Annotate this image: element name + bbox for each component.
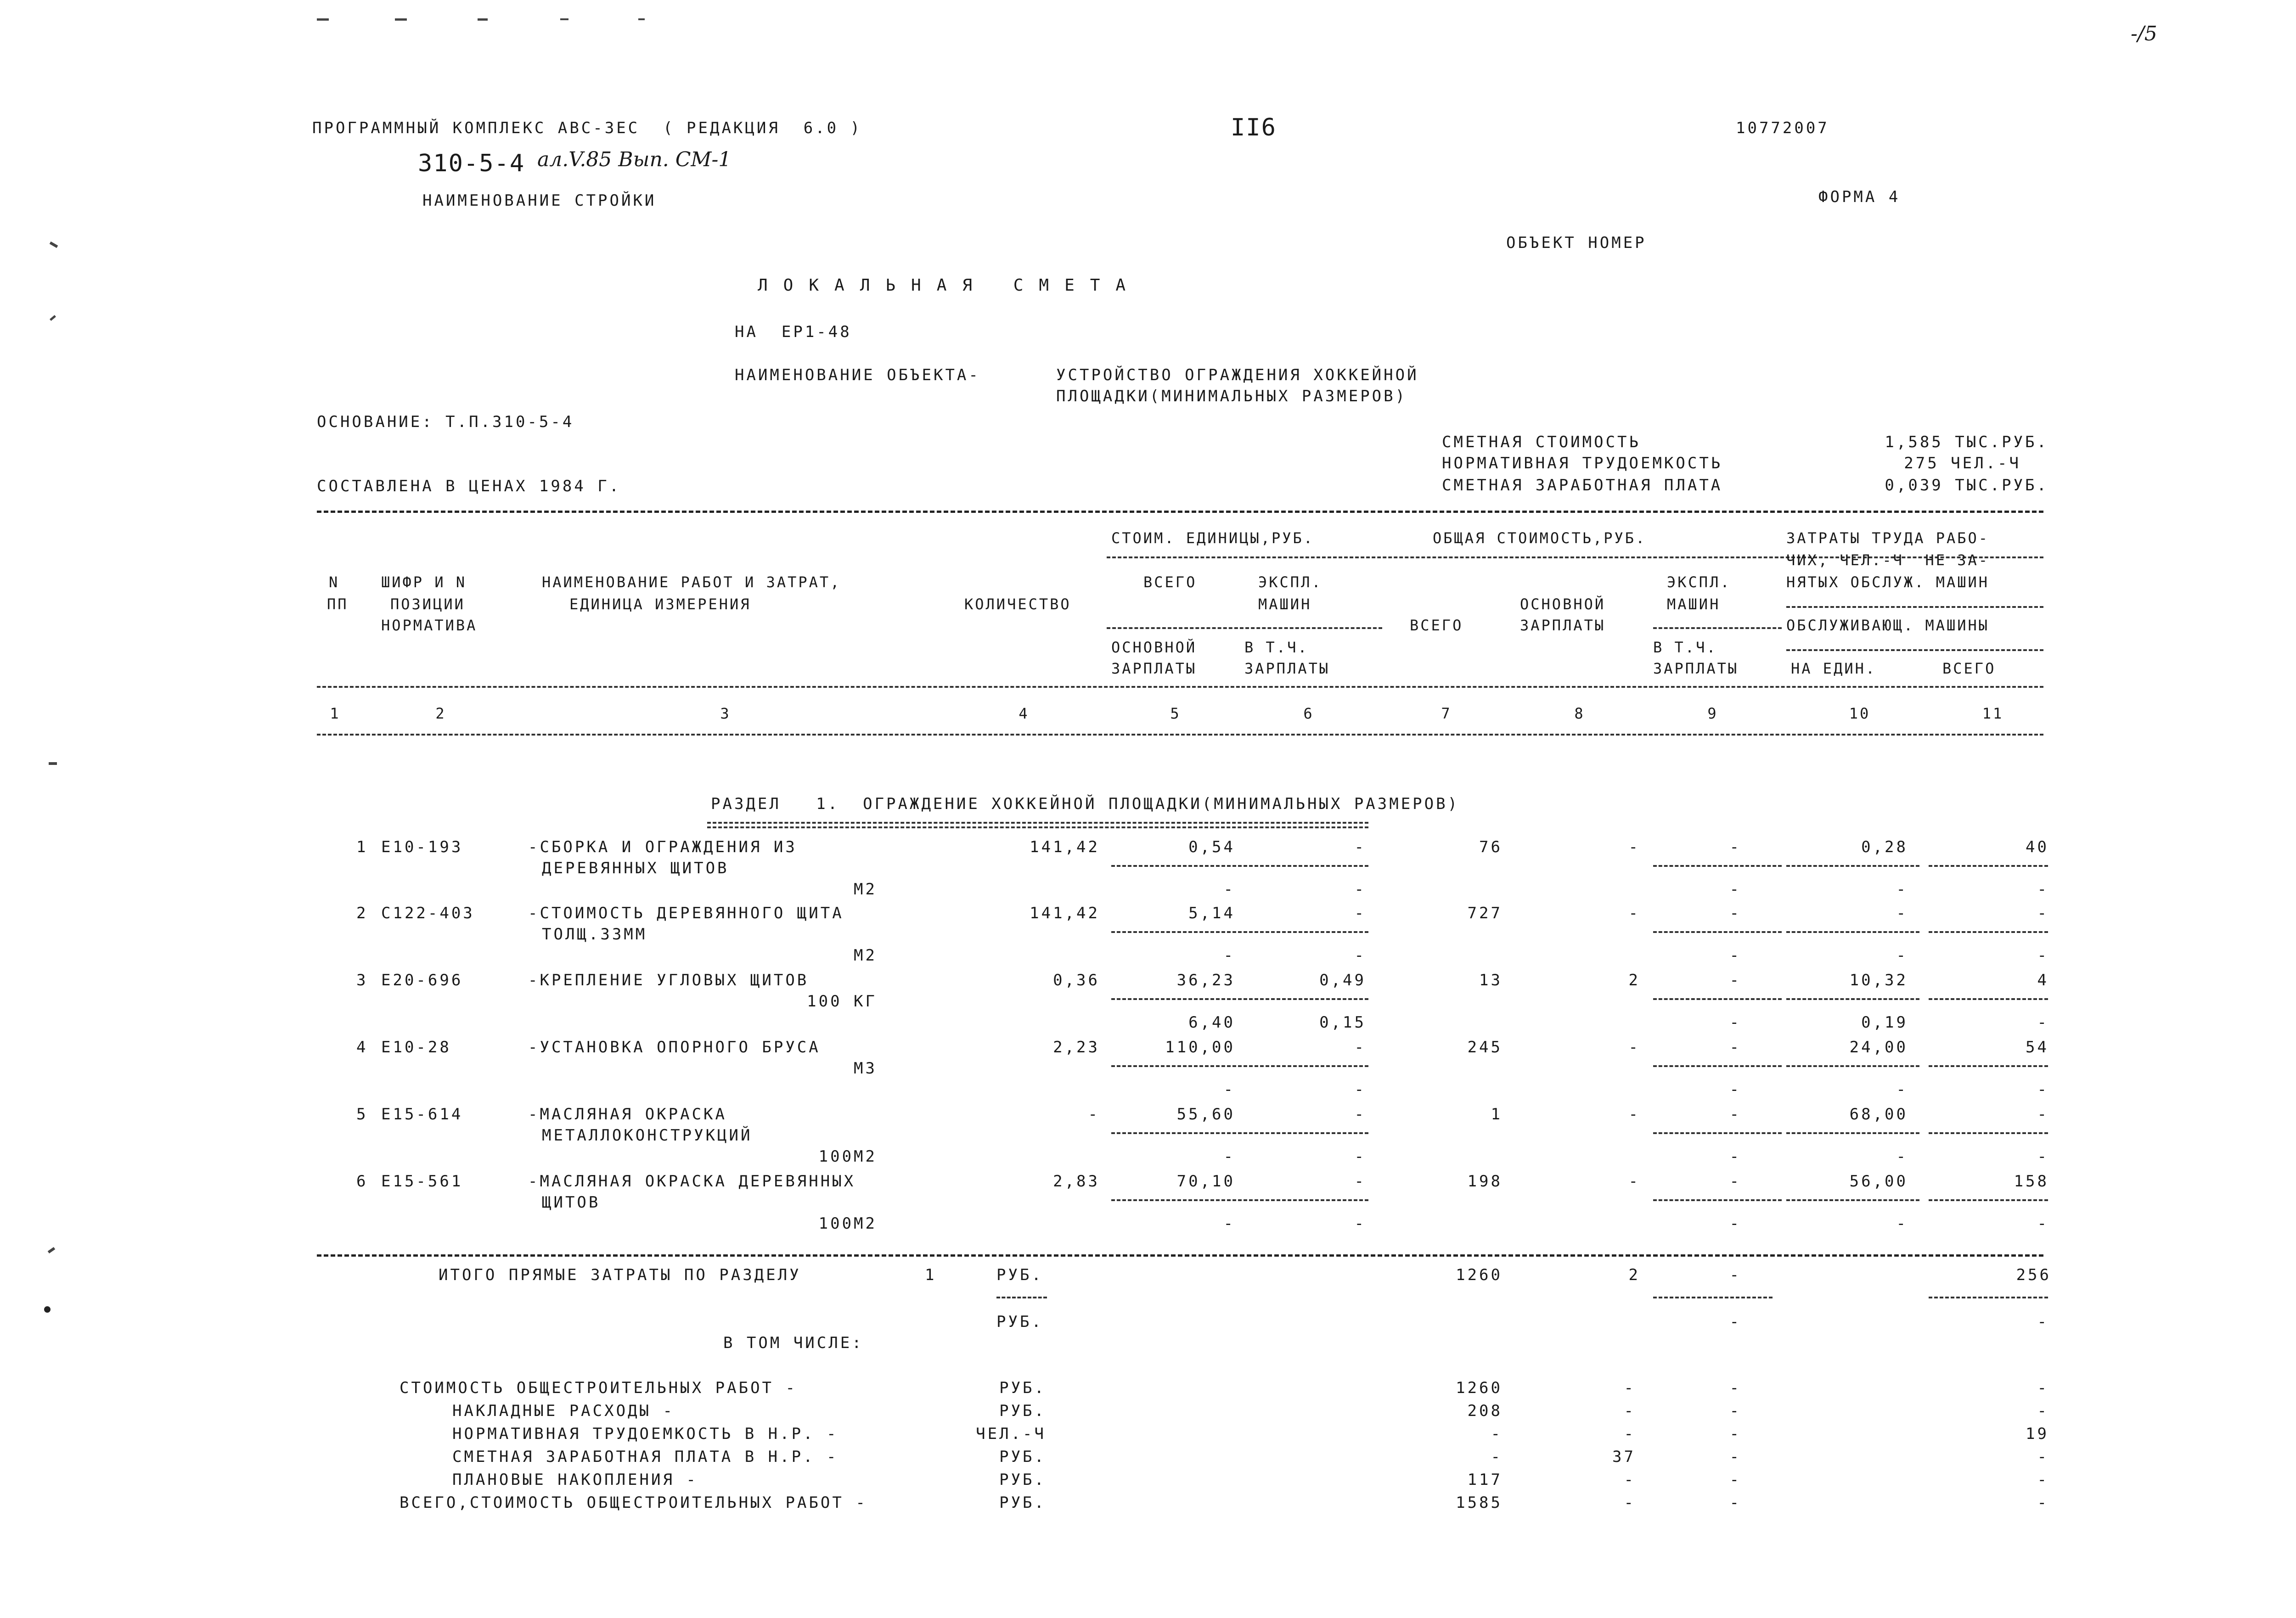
row-unit: М2 (854, 880, 877, 899)
col-number: 11 (1982, 705, 2004, 722)
labor-header: ЗАТРАТЫ ТРУДА РАБО- (1786, 529, 1990, 547)
cell-divider (1111, 865, 1368, 867)
corner-note: -/5 (2131, 22, 2157, 45)
cell-divider (1653, 931, 1782, 933)
cell-divider (1111, 931, 1368, 933)
row-labor-total-sub: - (2037, 946, 2049, 965)
row-unit: М3 (854, 1059, 877, 1078)
row-name: -МАСЛЯНАЯ ОКРАСКА ДЕРЕВЯННЫХ (528, 1172, 856, 1191)
row-machine-cost: - (1354, 1038, 1366, 1056)
unit-cost-header: СТОИМ. ЕДИНИЦЫ,РУБ. (1111, 529, 1315, 547)
row-base-wage: - (1628, 1105, 1640, 1124)
price-base: СОСТАВЛЕНА В ЦЕНАХ 1984 Г. (317, 477, 621, 495)
col4-header: КОЛИЧЕСТВО (964, 596, 1071, 613)
object-name-line2: ПЛОЩАДКИ(МИНИМАЛЬНЫХ РАЗМЕРОВ) (1056, 387, 1407, 405)
totals-subrule (1653, 1297, 1773, 1298)
row-machine-cost: 0,49 (1319, 971, 1366, 989)
col2-header: ШИФР И N (381, 573, 467, 591)
row-code: Е10-28 (381, 1038, 451, 1056)
col5-header: ВСЕГО (1143, 573, 1197, 591)
row-machine-wage: - (1354, 880, 1366, 899)
totals-section-number: 1 (925, 1266, 937, 1284)
breakdown-machine: - (1729, 1379, 1741, 1397)
margin-tick (49, 762, 57, 765)
col-number: 4 (1019, 705, 1030, 722)
col1-header: ПП (327, 596, 349, 613)
cell-divider (1653, 1065, 1782, 1067)
breakdown-labor: - (2037, 1402, 2049, 1420)
col6-header: МАШИН (1258, 596, 1312, 613)
row-machine-wage-total: - (1729, 880, 1741, 899)
row-machine-total: - (1729, 1038, 1741, 1056)
col6-header: ЭКСПЛ. (1258, 573, 1322, 591)
row-unit-wage: 6,40 (1188, 1013, 1235, 1032)
row-machine-wage-total: - (1729, 1080, 1741, 1099)
col5-header: ЗАРПЛАТЫ (1111, 660, 1197, 677)
row-number: 6 (356, 1172, 368, 1191)
breakdown-machine: - (1729, 1494, 1741, 1512)
col9-header: МАШИН (1667, 596, 1721, 613)
cell-divider (1786, 931, 1919, 933)
totals-rule (317, 1254, 2043, 1257)
labor-header: ЧИХ, ЧЕЛ.-Ч НЕ ЗА- (1786, 551, 1990, 569)
breakdown-machine: - (1729, 1425, 1741, 1443)
col-number: 5 (1170, 705, 1181, 722)
row-number: 1 (356, 838, 368, 856)
row-name: -УСТАНОВКА ОПОРНОГО БРУСА (528, 1038, 821, 1056)
object-number-label: ОБЪЕКТ НОМЕР (1506, 234, 1647, 252)
row-quantity: 2,23 (1053, 1038, 1100, 1056)
row-labor-unit: 0,28 (1861, 838, 1908, 856)
row-base-wage: 2 (1628, 971, 1640, 989)
col9-header: ЗАРПЛАТЫ (1653, 660, 1739, 677)
row-machine-wage-total: - (1729, 1013, 1741, 1032)
row-unit-cost: 110,00 (1165, 1038, 1235, 1056)
totals-unit2: РУБ. (996, 1313, 1043, 1331)
row-unit-cost: 36,23 (1176, 971, 1235, 989)
document-subtitle: НА ЕР1-48 (735, 323, 852, 341)
totals-col11-sub: - (2037, 1313, 2049, 1331)
totals-col9-sub: - (1729, 1313, 1741, 1331)
row-quantity: 141,42 (1030, 904, 1100, 922)
breakdown-label: ВСЕГО,СТОИМОСТЬ ОБЩЕСТРОИТЕЛЬНЫХ РАБОТ - (400, 1494, 867, 1512)
cell-divider (1653, 865, 1782, 867)
cell-divider (1929, 931, 2048, 933)
cell-divider (1111, 1132, 1368, 1134)
cell-divider (1786, 865, 1919, 867)
col7-header: ВСЕГО (1410, 617, 1463, 634)
scan-mark (560, 18, 568, 20)
totals-col9: - (1729, 1266, 1741, 1284)
row-machine-total: - (1729, 1172, 1741, 1191)
project-number: 310-5-4 (418, 150, 525, 177)
row-quantity: 2,83 (1053, 1172, 1100, 1191)
row-machine-wage: - (1354, 1080, 1366, 1099)
scan-mark (478, 18, 488, 21)
row-labor-total: 158 (2014, 1172, 2049, 1191)
totals-unit: РУБ. (996, 1266, 1043, 1284)
program-name: ПРОГРАММНЫЙ КОМПЛЕКС АВС-ЗЕС ( РЕДАКЦИЯ 6.0 ) (312, 119, 862, 137)
row-labor-unit: 56,00 (1849, 1172, 1908, 1191)
row-machine-wage-total: - (1729, 1147, 1741, 1166)
cell-divider (1786, 1132, 1919, 1134)
row-labor-total-sub: - (2037, 1214, 2049, 1233)
labor-header: НЯТЫХ ОБСЛУЖ. МАШИН (1786, 573, 1990, 591)
breakdown-machine: - (1729, 1448, 1741, 1466)
row-quantity: 141,42 (1030, 838, 1100, 856)
document-title: ЛОКАЛЬНАЯ СМЕТА (758, 276, 1142, 295)
breakdown-machine: - (1729, 1402, 1741, 1420)
totals-col7: 1260 (1456, 1266, 1503, 1284)
breakdown-base-wage: 37 (1612, 1448, 1636, 1466)
row-base-wage: - (1628, 838, 1640, 856)
breakdown-total: 208 (1467, 1402, 1503, 1420)
row-total: 727 (1467, 904, 1503, 922)
row-base-wage: - (1628, 904, 1640, 922)
total-cost-header: ОБЩАЯ СТОИМОСТЬ,РУБ. (1433, 529, 1647, 547)
breakdown-label: ПЛАНОВЫЕ НАКОПЛЕНИЯ - (452, 1471, 698, 1489)
row-code: Е10-193 (381, 838, 463, 856)
row-labor-unit: 24,00 (1849, 1038, 1908, 1056)
breakdown-unit: РУБ. (999, 1471, 1046, 1489)
row-base-wage: - (1628, 1172, 1640, 1191)
section-underline (707, 822, 1368, 824)
totals-label: ИТОГО ПРЯМЫЕ ЗАТРАТЫ ПО РАЗДЕЛУ (439, 1266, 801, 1284)
margin-tick (48, 1247, 56, 1253)
row-number: 5 (356, 1105, 368, 1124)
row-name: МЕТАЛЛОКОНСТРУКЦИЙ (542, 1126, 753, 1145)
scan-mark (395, 18, 407, 21)
row-unit-wage: - (1223, 1147, 1235, 1166)
breakdown-total: - (1491, 1448, 1503, 1466)
col9-header: В Т.Ч. (1653, 639, 1717, 656)
form-label: ФОРМА 4 (1818, 188, 1901, 206)
row-total: 1 (1491, 1105, 1503, 1124)
row-name: ЩИТОВ (542, 1193, 601, 1212)
row-machine-wage-total: - (1729, 946, 1741, 965)
row-labor-total: 4 (2037, 971, 2049, 989)
object-label: НАИМЕНОВАНИЕ ОБЪЕКТА- (735, 366, 980, 384)
col-number: 6 (1303, 705, 1314, 722)
breakdown-base-wage: - (1624, 1402, 1636, 1420)
table-rule (317, 686, 2043, 688)
col11-header: ВСЕГО (1942, 660, 1996, 677)
row-labor-total-sub: - (2037, 880, 2049, 899)
row-quantity: - (1088, 1105, 1100, 1124)
row-machine-cost: - (1354, 904, 1366, 922)
header-subrule (1786, 649, 2043, 651)
row-code: Е15-614 (381, 1105, 463, 1124)
summary-label: СМЕТНАЯ СТОИМОСТЬ (1442, 433, 1641, 451)
row-unit-wage: - (1223, 946, 1235, 965)
row-labor-unit-sub: - (1896, 1080, 1908, 1099)
header-subrule (1653, 627, 1782, 629)
col3-header: НАИМЕНОВАНИЕ РАБОТ И ЗАТРАТ, (542, 573, 841, 591)
row-machine-wage: 0,15 (1319, 1013, 1366, 1032)
building-name-label: НАИМЕНОВАНИЕ СТРОЙКИ (422, 191, 657, 210)
col6-header: ЗАРПЛАТЫ (1244, 660, 1330, 677)
page-number: II6 (1231, 114, 1277, 141)
row-unit-wage: - (1223, 1080, 1235, 1099)
cell-divider (1786, 998, 1919, 1000)
breakdown-base-wage: - (1624, 1379, 1636, 1397)
labor-header: ОБСЛУЖИВАЮЩ. МАШИНЫ (1786, 617, 1990, 634)
row-unit: 100М2 (818, 1214, 877, 1233)
row-labor-unit: 68,00 (1849, 1105, 1908, 1124)
section-title: РАЗДЕЛ 1. ОГРАЖДЕНИЕ ХОККЕЙНОЙ ПЛОЩАДКИ(МИНИМАЛЬНЫХ РАЗМЕРОВ) (711, 795, 1460, 813)
breakdown-labor: - (2037, 1494, 2049, 1512)
row-total: 198 (1467, 1172, 1503, 1191)
row-machine-cost: - (1354, 838, 1366, 856)
col-number: 7 (1441, 705, 1452, 722)
breakdown-label: НОРМАТИВНАЯ ТРУДОЕМКОСТЬ В Н.Р. - (452, 1425, 838, 1443)
col2-header: ПОЗИЦИИ (390, 596, 465, 613)
breakdown-unit: РУБ. (999, 1402, 1046, 1420)
basis: ОСНОВАНИЕ: Т.П.310-5-4 (317, 413, 574, 431)
row-code: Е20-696 (381, 971, 463, 989)
cell-divider (1653, 1199, 1782, 1201)
summary-value: 1,585 ТЫС.РУБ. (1885, 433, 2048, 451)
handwritten-note: ал.V.85 Вып. СМ-1 (537, 148, 732, 171)
row-name: ТОЛЩ.33ММ (542, 925, 647, 944)
cell-divider (1786, 1199, 1919, 1201)
row-total: 76 (1479, 838, 1503, 856)
row-labor-unit: - (1896, 904, 1908, 922)
breakdown-label: СТОИМОСТЬ ОБЩЕСТРОИТЕЛЬНЫХ РАБОТ - (400, 1379, 797, 1397)
punch-hole (44, 1306, 51, 1313)
row-unit-wage: - (1223, 1214, 1235, 1233)
cell-divider (1111, 998, 1368, 1000)
breakdown-labor: - (2037, 1471, 2049, 1489)
col9-header: ЭКСПЛ. (1667, 573, 1731, 591)
row-labor-unit-sub: 0,19 (1861, 1013, 1908, 1032)
row-number: 3 (356, 971, 368, 989)
breakdown-label: НАКЛАДНЫЕ РАСХОДЫ - (452, 1402, 675, 1420)
row-unit-cost: 55,60 (1176, 1105, 1235, 1124)
row-unit-cost: 70,10 (1176, 1172, 1235, 1191)
col2-header: НОРМАТИВА (381, 617, 478, 634)
header-subrule (1107, 627, 1382, 629)
row-labor-total: 54 (2026, 1038, 2049, 1056)
row-labor-unit-sub: - (1896, 946, 1908, 965)
col6-header: В Т.Ч. (1244, 639, 1309, 656)
row-name: -СБОРКА И ОГРАЖДЕНИЯ ИЗ (528, 838, 797, 856)
row-machine-total: - (1729, 838, 1741, 856)
including-label: В ТОМ ЧИСЛЕ: (723, 1334, 864, 1352)
breakdown-total: 1585 (1456, 1494, 1503, 1512)
row-number: 2 (356, 904, 368, 922)
breakdown-base-wage: - (1624, 1494, 1636, 1512)
col-number: 2 (435, 705, 446, 722)
cell-divider (1929, 998, 2048, 1000)
row-machine-cost: - (1354, 1105, 1366, 1124)
col-number: 8 (1574, 705, 1585, 722)
margin-tick (50, 315, 56, 321)
col-number: 9 (1707, 705, 1718, 722)
breakdown-labor: - (2037, 1379, 2049, 1397)
row-machine-cost: - (1354, 1172, 1366, 1191)
row-total: 13 (1479, 971, 1503, 989)
row-unit: 100М2 (818, 1147, 877, 1166)
row-labor-unit-sub: - (1896, 1147, 1908, 1166)
summary-label: НОРМАТИВНАЯ ТРУДОЕМКОСТЬ (1442, 454, 1723, 472)
col8-header: ЗАРПЛАТЫ (1520, 617, 1606, 634)
row-labor-total-sub: - (2037, 1013, 2049, 1032)
col10-header: НА ЕДИН. (1791, 660, 1877, 677)
row-name: -КРЕПЛЕНИЕ УГЛОВЫХ ЩИТОВ (528, 971, 809, 989)
breakdown-unit: РУБ. (999, 1379, 1046, 1397)
breakdown-unit: РУБ. (999, 1494, 1046, 1512)
breakdown-unit: РУБ. (999, 1448, 1046, 1466)
col-number: 1 (330, 705, 341, 722)
row-machine-total: - (1729, 1105, 1741, 1124)
breakdown-unit: ЧЕЛ.-Ч (976, 1425, 1046, 1443)
breakdown-total: 1260 (1456, 1379, 1503, 1397)
row-unit-cost: 0,54 (1188, 838, 1235, 856)
header-subrule (1786, 606, 2043, 608)
cell-divider (1653, 998, 1782, 1000)
row-unit-cost: 5,14 (1188, 904, 1235, 922)
summary-value: 0,039 ТЫС.РУБ. (1885, 476, 2048, 494)
scan-mark (317, 18, 329, 21)
totals-col11: 256 (2016, 1266, 2051, 1284)
row-unit-wage: - (1223, 880, 1235, 899)
col5-header: ОСНОВНОЙ (1111, 639, 1197, 656)
table-rule (317, 511, 2043, 513)
breakdown-total: 117 (1467, 1471, 1503, 1489)
row-labor-total: - (2037, 1105, 2049, 1124)
row-labor-total: - (2037, 904, 2049, 922)
row-machine-wage: - (1354, 946, 1366, 965)
row-name: -МАСЛЯНАЯ ОКРАСКА (528, 1105, 727, 1124)
row-quantity: 0,36 (1053, 971, 1100, 989)
row-machine-wage-total: - (1729, 1214, 1741, 1233)
totals-col8: 2 (1628, 1266, 1640, 1284)
cell-divider (1929, 1065, 2048, 1067)
row-labor-unit: 10,32 (1849, 971, 1908, 989)
row-machine-wage: - (1354, 1147, 1366, 1166)
margin-tick (50, 242, 58, 248)
table-rule (317, 734, 2043, 736)
breakdown-labor: 19 (2026, 1425, 2049, 1443)
cell-divider (1111, 1065, 1368, 1067)
row-labor-total-sub: - (2037, 1080, 2049, 1099)
row-labor-unit-sub: - (1896, 1214, 1908, 1233)
doc-code: 10772007 (1736, 119, 1829, 137)
row-code: Е15-561 (381, 1172, 463, 1191)
summary-label: СМЕТНАЯ ЗАРАБОТНАЯ ПЛАТА (1442, 476, 1723, 494)
col8-header: ОСНОВНОЙ (1520, 596, 1606, 613)
col-number: 3 (720, 705, 731, 722)
col-number: 10 (1849, 705, 1871, 722)
totals-subrule (996, 1297, 1047, 1298)
totals-subrule (1929, 1297, 2048, 1298)
row-name: -СТОИМОСТЬ ДЕРЕВЯННОГО ЩИТА (528, 904, 844, 922)
cell-divider (1786, 1065, 1919, 1067)
breakdown-label: СМЕТНАЯ ЗАРАБОТНАЯ ПЛАТА В Н.Р. - (452, 1448, 838, 1466)
row-machine-total: - (1729, 904, 1741, 922)
object-name-line1: УСТРОЙСТВО ОГРАЖДЕНИЯ ХОККЕЙНОЙ (1056, 366, 1419, 384)
row-number: 4 (356, 1038, 368, 1056)
row-base-wage: - (1628, 1038, 1640, 1056)
scan-mark (638, 18, 645, 20)
col1-header: N (329, 573, 340, 591)
breakdown-machine: - (1729, 1471, 1741, 1489)
cell-divider (1929, 865, 2048, 867)
breakdown-base-wage: - (1624, 1425, 1636, 1443)
row-unit: М2 (854, 946, 877, 965)
cell-divider (1653, 1132, 1782, 1134)
row-labor-total-sub: - (2037, 1147, 2049, 1166)
row-labor-total: 40 (2026, 838, 2049, 856)
row-unit: 100 КГ (807, 992, 877, 1011)
cell-divider (1929, 1132, 2048, 1134)
breakdown-base-wage: - (1624, 1471, 1636, 1489)
row-labor-unit-sub: - (1896, 880, 1908, 899)
row-total: 245 (1467, 1038, 1503, 1056)
breakdown-total: - (1491, 1425, 1503, 1443)
row-machine-total: - (1729, 971, 1741, 989)
row-name: ДЕРЕВЯННЫХ ЩИТОВ (542, 859, 729, 877)
row-machine-wage: - (1354, 1214, 1366, 1233)
summary-value: 275 ЧЕЛ.-Ч (1904, 454, 2021, 472)
row-code: С122-403 (381, 904, 475, 922)
col3-header: ЕДИНИЦА ИЗМЕРЕНИЯ (569, 596, 751, 613)
breakdown-labor: - (2037, 1448, 2049, 1466)
cell-divider (1929, 1199, 2048, 1201)
cell-divider (1111, 1199, 1368, 1201)
